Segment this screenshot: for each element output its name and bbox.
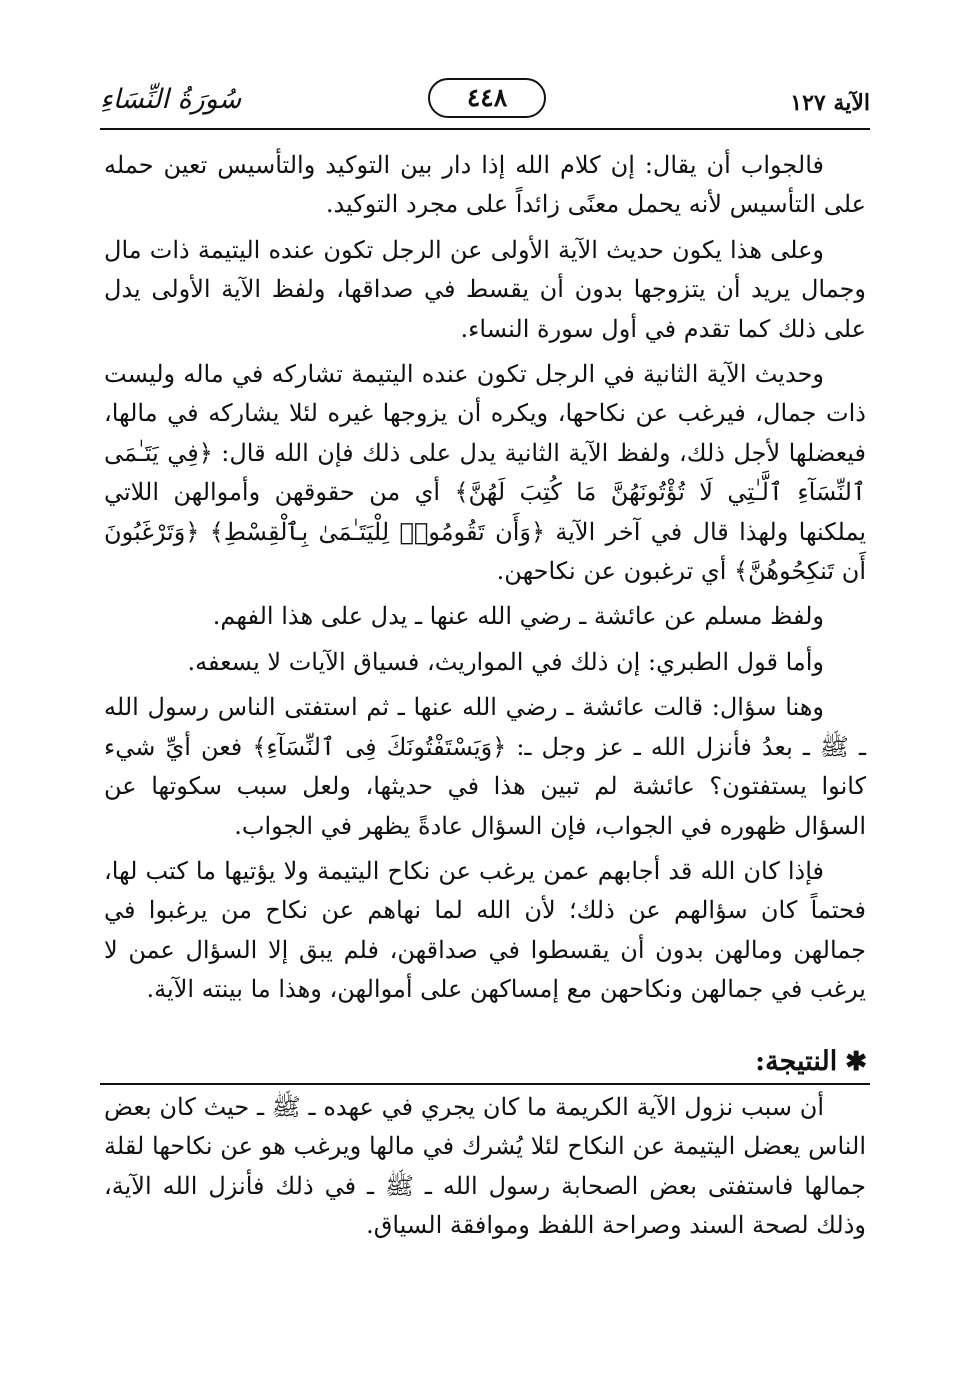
- paragraph-first-verse: وعلى هذا يكون حديث الآية الأولى عن الرجل تكون عنده اليتيمة ذات مال وجمال يريد أن يتزوجها بدون أن يقسط في صداقها، ولفظ الآية الأولى يدل على ذلك كما تقدم في أول سورة النساء.: [104, 235, 866, 343]
- surah-title: سُورَةُ النِّسَاءِ: [100, 84, 242, 115]
- paragraph-answer: فالجواب أن يقال: إن كلام الله إذا دار بين التوكيد والتأسيس تعين حمله على التأسيس لأنه يحمل معنًى زائداً على مجرد التوكيد.: [104, 151, 866, 219]
- running-head: [100, 78, 870, 122]
- paragraph-conclusion: فإذا كان الله قد أجابهم عمن يرغب عن نكاح اليتيمة ولا يؤتيها ما كتب لها، فحتماً كان سؤالهم عن ذلك؛ لأن الله لما نهاهم عن نكاح من يرغبوا في جمالهن ومالهن بدون أن يقسطوا في صداقهن، فلم يبق إلا السؤال عمن لا يرغب في جمالهن ونكاحهن مع إمساكهن على أموالهن، وهذا ما بينته الآية.: [104, 856, 866, 1004]
- paragraph-tabari: وأما قول الطبري: إن ذلك في المواريث، فسياق الآيات لا يسعفه.: [187, 647, 824, 676]
- verse-label: الآية ١٢٧: [790, 90, 870, 116]
- paragraph-results: أن سبب نزول الآية الكريمة ما كان يجري في عهده ـ ﷺ ـ حيث كان بعض الناس يعضل اليتيمة عن النكاح لئلا يُشرك في مالها ويرغب هو عن نكاحها لقلة جمالها فاستفتى بعض الصحابة رسول الله ـ ﷺ ـ في ذلك فأنزل الله الآية، وذلك لصحة السند وصراحة اللفظ وموافقة السياق.: [104, 1093, 866, 1240]
- paragraph-muslim: ولفظ مسلم عن عائشة ـ رضي الله عنها ـ يدل على هذا الفهم.: [212, 602, 824, 631]
- page-number: ٤٤٨: [428, 78, 546, 118]
- results-text: [104, 1088, 866, 1252]
- header-divider: [100, 128, 870, 130]
- results-heading: [755, 1046, 867, 1077]
- main-text: [104, 146, 866, 1016]
- results-heading-text: النتيجة:: [755, 1046, 838, 1077]
- asterisk-icon: ✱: [845, 1047, 867, 1077]
- paragraph-question: وهنا سؤال: قالت عائشة ـ رضي الله عنها ـ ثم استفتى الناس رسول الله ـ ﷺ ـ بعدُ فأنزل الله ـ عز وجل ـ: ﴿وَيَسْتَفْتُونَكَ فِى ٱلنِّسَآءِ﴾ فعن أيِّ شيء كانوا يستفتون؟ عائشة لم تبين هذا في حديثها، ولعل سبب سكوتها عن السؤال ظهوره في الجواب، فإن السؤال عادةً يظهر في الجواب.: [104, 693, 866, 840]
- paragraph-second-verse: وحديث الآية الثانية في الرجل تكون عنده اليتيمة تشاركه في ماله وليست ذات جمال، فيرغب عن نكاحها، ويكره أن يزوجها غيره لئلا يشاركه في مالها، فيعضلها لأجل ذلك، ولفظ الآية الثانية يدل على ذلك فإن الله قال: ﴿فِي يَتَـٰمَى ٱلنِّسَآءِ ٱلَّـٰتِي لَا تُؤْتُونَهُنَّ مَا كُتِبَ لَهُنَّ﴾ أي من حقوقهن وأموالهن اللاتي يملكنها ولهذا قال في آخر الآية ﴿وَأَن تَقُومُوا۟ لِلْيَتَـٰمَىٰ بِٱلْقِسْطِ﴾ ﴿وَتَرْغَبُونَ أَن تَنكِحُوهُنَّ﴾ أي ترغبون عن نكاحهن.: [104, 360, 866, 586]
- results-divider: [100, 1083, 870, 1085]
